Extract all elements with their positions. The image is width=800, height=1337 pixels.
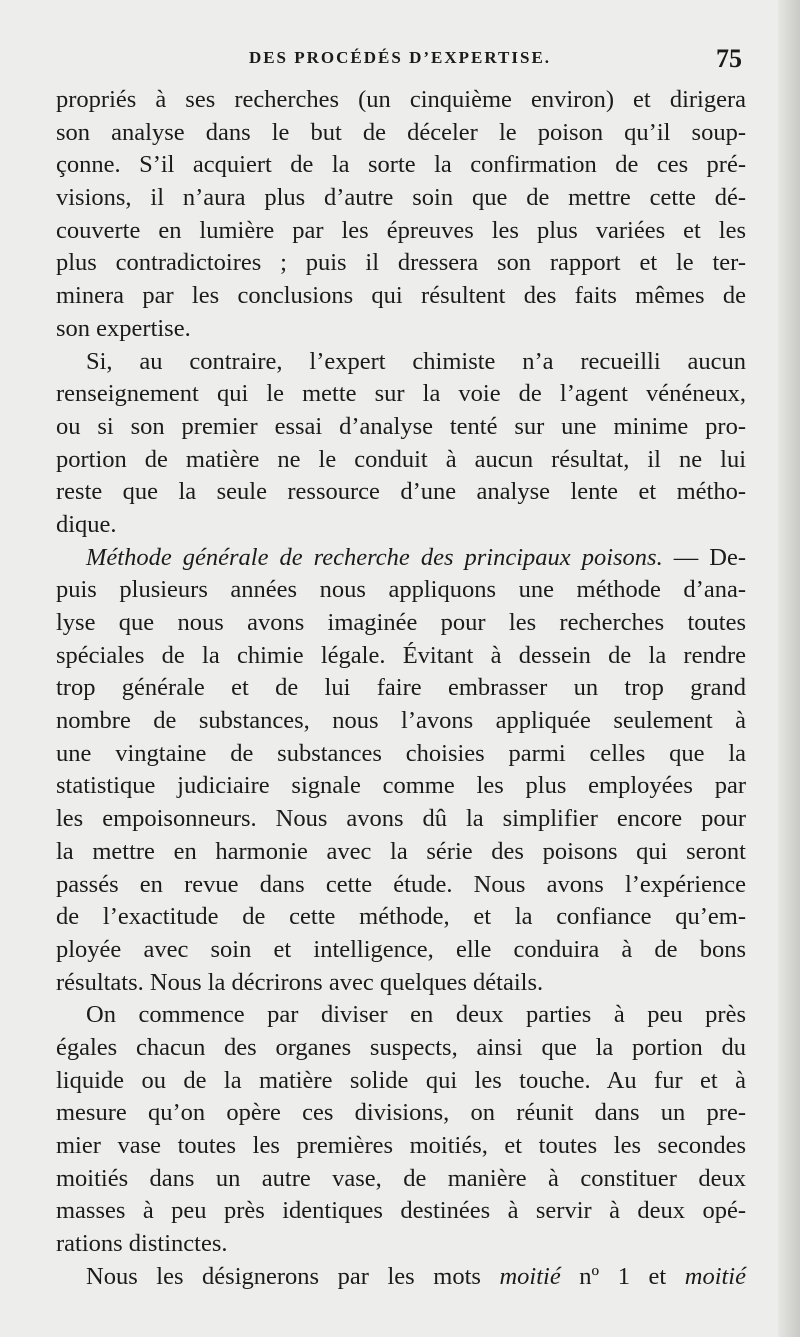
text-line: nombre de substances, nous l’avons appliquée seulement à [56,707,746,735]
text-line: rations distinctes. [56,1230,228,1258]
text-line: puis plusieurs années nous appliquons une méthode d’ana- [56,576,746,604]
text-line: de l’exactitude de cette méthode, et la confiance qu’em- [56,903,746,931]
text-line: çonne. S’il acquiert de la sorte la confirmation de ces pré- [56,151,746,179]
text-line: masses à peu près identiques destinées à servir à deux opé- [56,1197,746,1225]
text-line: propriés à ses recherches (un cinquième environ) et dirigera [56,86,746,113]
text-line: passés en revue dans cette étude. Nous avons l’expérience [56,870,746,898]
text-line: statistique judiciaire signale comme les plus employées par [56,772,746,800]
text-line: visions, il n’aura plus d’autre soin que de mettre cette dé- [56,184,746,212]
text-line: spéciales de la chimie légale. Évitant à dessein de la rendre [56,641,746,669]
text-line: une vingtaine de substances choisies parmi celles que la [56,739,746,767]
running-head [58,44,742,74]
text-line: son analyse dans le but de déceler le poison qu’il soup- [56,118,746,146]
text-line: son expertise. [56,314,191,342]
text-line: égales chacun des organes suspects, ainsi que la portion du [56,1033,746,1061]
running-head-title: DES PROCÉDÉS D’EXPERTISE. [248,48,552,67]
text-line: portion de matière ne le conduit à aucun résultat, il ne lui [56,445,746,473]
section-heading: Méthode générale de recherche des principaux poisons. [86,543,663,571]
text-line: trop générale et de lui faire embrasser un trop grand [56,674,746,702]
text-line: reste que la seule ressource d’une analyse lente et métho- [56,478,746,506]
text-line: les empoisonneurs. Nous avons dû la simplifier encore pour [56,805,746,833]
text-line: On commence par diviser en deux parties à peu près [86,1001,746,1029]
text-line: Nous les désignerons par les mots moitié nº 1 et moitié [86,1262,746,1290]
text-line: Si, au contraire, l’expert chimiste n’a recueilli aucun [86,347,746,375]
text-line: plus contradictoires ; puis il dressera son rapport et le ter- [56,249,746,277]
text-line: liquide ou de la matière solide qui les touche. Au fur et à [56,1066,746,1094]
text-line: lyse que nous avons imaginée pour les recherches toutes [56,609,746,636]
text-line: résultats. Nous la décrirons avec quelques détails. [56,968,544,996]
page-gutter-shadow [778,0,800,1337]
text-line: la mettre en harmonie avec la série des poisons qui seront [56,837,746,865]
text-line: mesure qu’on opère ces divisions, on réunit dans un pre- [56,1099,746,1127]
section-heading-line: Méthode générale de recherche des principaux poisons. — De- [86,543,746,571]
text-line: ployée avec soin et intelligence, elle conduira à de bons [56,935,746,963]
text-line: couverte en lumière par les épreuves les plus variées et les [56,216,746,244]
text-line: mier vase toutes les premières moitiés, et toutes les secondes [56,1132,746,1159]
body-text [56,84,746,1293]
text-line: minera par les conclusions qui résultent des faits mêmes de [56,282,746,310]
page-number: 75 [716,44,742,73]
text-line: ou si son premier essai d’analyse tenté sur une minime pro- [56,412,746,440]
text-line: renseignement qui le mette sur la voie de l’agent vénéneux, [56,380,746,408]
text-line: dique. [56,510,117,538]
text-line: moitiés dans un autre vase, de manière à constituer deux [56,1164,746,1192]
